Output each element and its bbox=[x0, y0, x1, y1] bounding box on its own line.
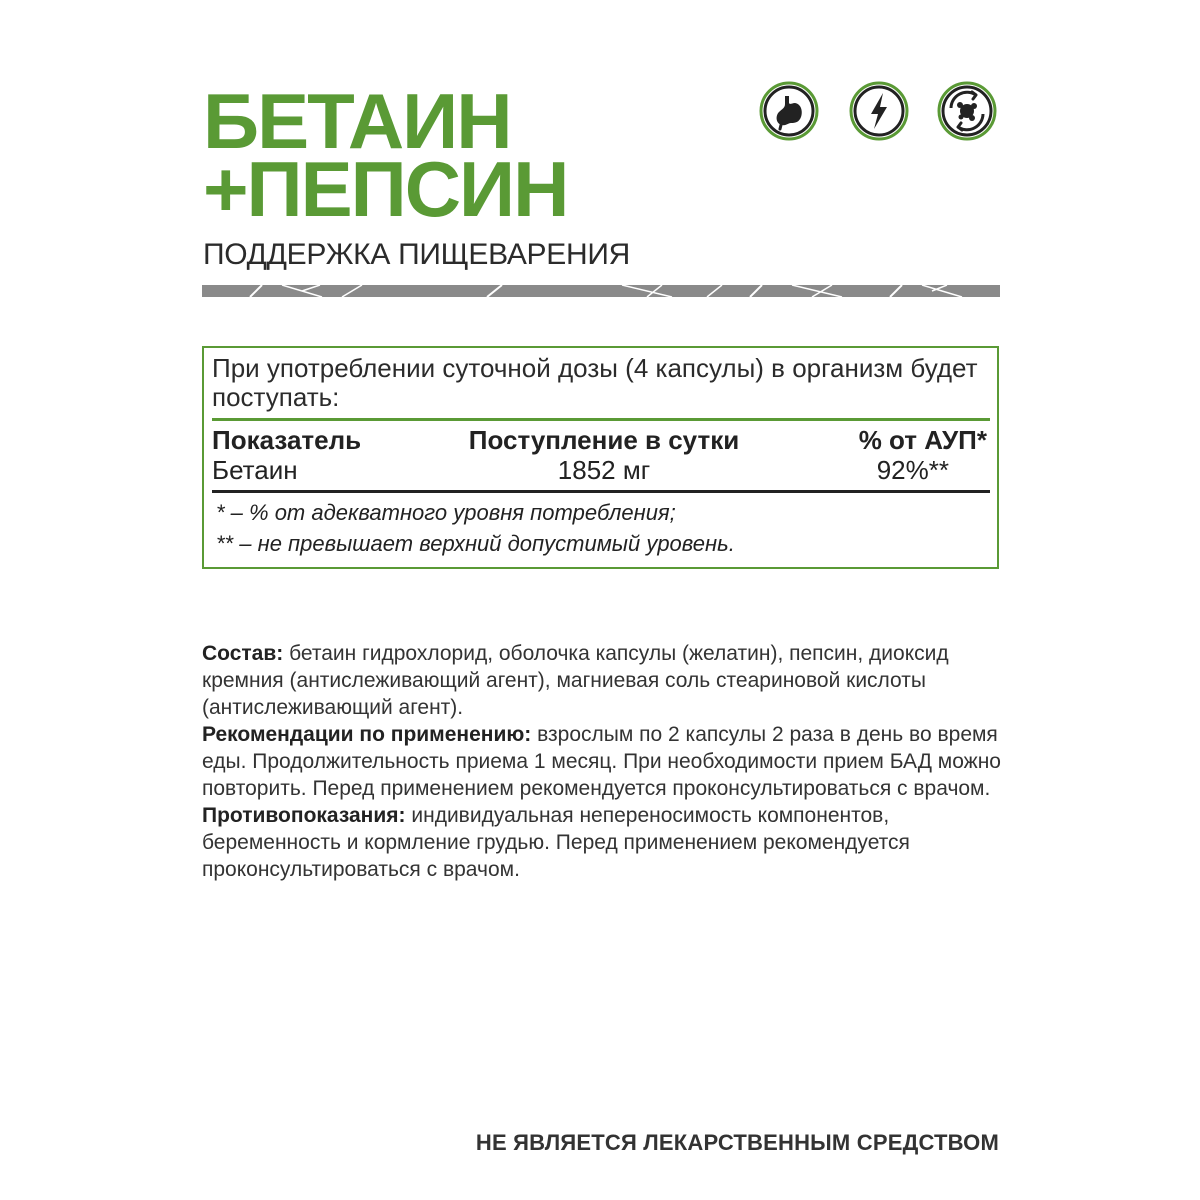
row-indicator-name: Бетаин bbox=[212, 455, 298, 485]
table-bottom-rule bbox=[212, 490, 990, 493]
stomach-icon bbox=[758, 80, 820, 142]
column-header-percent: % от АУП* bbox=[858, 425, 987, 455]
contraindications-text: индивидуальная непереносимость компонентов, беременность и кормление грудью. Перед применением рекомендуется проконсультироваться с врачом. bbox=[202, 804, 910, 881]
recommendations-label: Рекомендации по применению: bbox=[202, 723, 532, 746]
metabolism-icon bbox=[936, 80, 998, 142]
contraindications-label: Противопоказания: bbox=[202, 804, 406, 827]
row-percent: 92%** bbox=[876, 455, 949, 485]
contraindications-paragraph bbox=[202, 802, 1002, 883]
composition-text: бетаин гидрохлорид, оболочка капсулы (желатин), пепсин, диоксид кремния (антислеживающий агент), магниевая соль стеариновой кислоты (антислеживающий агент). bbox=[202, 642, 949, 719]
decorative-divider bbox=[202, 285, 1000, 297]
recommendations-text: взрослым по 2 капсулы 2 раза в день во время еды. Продолжительность приема 1 месяц. При необходимости прием БАД можно повторить. Перед применением рекомендуется проконсультироваться с врачом. bbox=[202, 723, 1001, 800]
row-daily-amount: 1852 мг bbox=[557, 455, 651, 485]
footnote-2: ** – не превышает верхний допустимый уровень. bbox=[216, 531, 735, 556]
energy-bolt-icon bbox=[848, 80, 910, 142]
product-description bbox=[202, 640, 1002, 883]
dose-intro-text: При употреблении суточной дозы (4 капсулы) в организм будет поступать: bbox=[212, 353, 978, 412]
product-title-line1: БЕТАИН bbox=[203, 77, 511, 165]
daily-dose-box bbox=[202, 346, 999, 569]
column-header-indicator: Показатель bbox=[212, 425, 362, 455]
disclaimer-footer: НЕ ЯВЛЯЕТСЯ ЛЕКАРСТВЕННЫМ СРЕДСТВОМ bbox=[475, 1130, 999, 1155]
composition-paragraph bbox=[202, 640, 1002, 721]
table-top-rule bbox=[212, 418, 990, 421]
product-subtitle: ПОДДЕРЖКА ПИЩЕВАРЕНИЯ bbox=[203, 238, 630, 271]
benefit-icons bbox=[758, 80, 1000, 142]
column-header-daily-intake: Поступление в сутки bbox=[468, 425, 740, 455]
recommendations-paragraph bbox=[202, 721, 1002, 802]
composition-label: Состав: bbox=[202, 642, 284, 665]
footnote-1: * – % от адекватного уровня потребления; bbox=[216, 500, 676, 525]
product-title-line2: +ПЕПСИН bbox=[203, 145, 568, 233]
